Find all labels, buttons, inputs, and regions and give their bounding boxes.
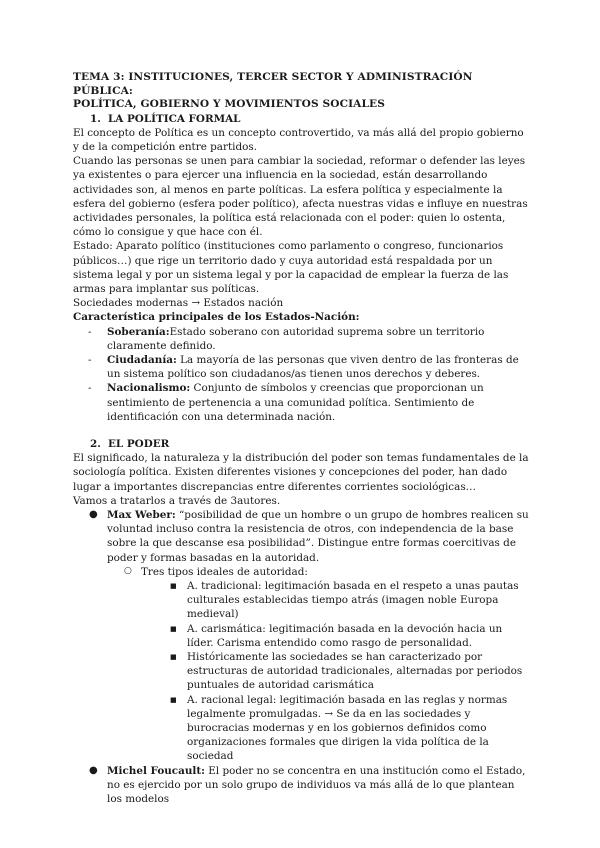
section-spacer bbox=[73, 424, 531, 437]
section-1-paragraph-2: Cuando las personas se unen para cambiar la sociedad, reformar o defender las leyes ya existentes o para ejercer una influencia en la sociedad, están desarrollando actividades son, al menos en parte políticas. La esfera política y especialmente la esfera del gobierno (esfera poder político), afecta nuestras vidas e influye en nuestras actividades personales, la política está relacionada con el poder: quien lo ostenta, cómo lo consigue y que hace con él. bbox=[73, 155, 528, 239]
square-bullet-icon: ■ bbox=[170, 695, 177, 704]
section-1-paragraph-1: El concepto de Política es un concepto controvertido, va más allá del propio gobierno y de la competición entre partidos. bbox=[73, 126, 524, 153]
list-item-term: Nacionalismo: bbox=[107, 382, 191, 395]
section-1-number: 1. bbox=[90, 112, 101, 125]
list-item bbox=[73, 381, 531, 424]
section-1-paragraph-3: Estado: Aparato político (instituciones como parlamento o congreso, funcionarios públicos…) que rige un territorio dado y cuya autoridad está respaldada por un sistema legal y por un sistema legal y por la capacidad de emplear la fuerza de las armas para implantar sus políticas. bbox=[73, 240, 509, 295]
document-page bbox=[73, 71, 531, 806]
estados-nacion-subheading: Característica principales de los Estados-Nación: bbox=[73, 311, 360, 324]
section-2-heading bbox=[73, 437, 531, 451]
authority-type-text: A. racional legal: legitimación basada en las reglas y normas legalmente promulgadas. → Se da en las sociedades y burocracias modernas y en los gobiernos definidos como organizaciones formales que dirigen la vida política de la sociedad bbox=[187, 693, 508, 763]
estados-nacion-list bbox=[73, 325, 531, 424]
list-item bbox=[73, 353, 531, 381]
author-text: “posibilidad de que un hombre o un grupo de hombres realicen su voluntad incluso contra la resistencia de otros, con independencia de la base sobre la que descanse esa posibilidad”. Distingue entre formas coercitivas de poder y formas basadas en la autoridad. bbox=[107, 508, 529, 564]
square-bullet-icon: ■ bbox=[170, 624, 177, 633]
list-item bbox=[141, 622, 531, 650]
authority-types-intro: Tres tipos ideales de autoridad: bbox=[141, 565, 308, 578]
author-name: Max Weber: bbox=[107, 508, 176, 521]
authority-types-list bbox=[141, 579, 531, 764]
author-weber bbox=[73, 508, 531, 764]
square-bullet-icon: ■ bbox=[170, 582, 177, 590]
dash-marker: - bbox=[88, 382, 92, 395]
list-item-term: Soberanía: bbox=[107, 325, 170, 338]
title-line-2: POLÍTICA, GOBIERNO Y MOVIMIENTOS SOCIALES bbox=[73, 98, 385, 110]
authority-types bbox=[107, 565, 531, 764]
dash-marker: - bbox=[88, 325, 92, 338]
weber-sublist bbox=[107, 565, 531, 764]
section-1-paragraph-4: Sociedades modernas → Estados nación bbox=[73, 297, 284, 310]
list-item bbox=[73, 325, 531, 353]
document-title bbox=[73, 71, 531, 112]
list-item bbox=[141, 693, 531, 764]
authority-type-text: A. tradicional: legitimación basada en el respeto a unas pautas culturales establecidas tiempo atrás (imagen noble Europa medieval) bbox=[187, 580, 519, 621]
square-bullet-icon: ■ bbox=[170, 653, 177, 662]
list-item bbox=[141, 650, 531, 693]
author-foucault bbox=[73, 764, 531, 807]
list-item-term: Ciudadanía: bbox=[107, 353, 177, 366]
section-2-title: EL PODER bbox=[108, 437, 170, 450]
list-item-text: La mayoría de las personas que viven dentro de las fronteras de un sistema político son ciudadanos/as tienen unos derechos y deberes. bbox=[107, 353, 519, 381]
authority-type-text: A. carismática: legitimación basada en la devoción hacia un líder. Carisma entendido como rasgo de personalidad. bbox=[187, 622, 503, 649]
circle-bullet-icon: ○ bbox=[124, 565, 132, 576]
section-2-number: 2. bbox=[90, 437, 101, 450]
bullet-icon: ● bbox=[89, 508, 98, 520]
author-name: Michel Foucault: bbox=[107, 764, 205, 777]
section-1-heading bbox=[73, 112, 531, 126]
section-2-paragraph-2: Vamos a tratarlos a través de 3autores. bbox=[73, 494, 281, 507]
section-1-title: LA POLÍTICA FORMAL bbox=[108, 112, 241, 125]
list-item-text: Estado soberano con autoridad suprema sobre un territorio claramente definido. bbox=[107, 325, 485, 352]
authors-list bbox=[73, 508, 531, 806]
title-line-1: TEMA 3: INSTITUCIONES, TERCER SECTOR Y ADMINISTRACIÓN PÚBLICA: bbox=[73, 71, 473, 97]
list-item bbox=[141, 579, 531, 622]
bullet-icon: ● bbox=[89, 764, 98, 776]
section-2-paragraph-1: El significado, la naturaleza y la distribución del poder son temas fundamentales de la sociología política. Existen diferentes visiones y concepciones del poder, han dado lugar a importantes discrepancias entre diferentes corrientes sociológicas… bbox=[73, 452, 529, 493]
authority-type-text: Históricamente las sociedades se han caracterizado por estructuras de autoridad tradicionales, alternadas por periodos puntuales de autoridad carismática bbox=[187, 651, 523, 692]
author-text: El poder no se concentra en una institución como el Estado, no es ejercido por un solo grupo de individuos va más allá de lo que plantean los modelos bbox=[107, 764, 526, 806]
list-item-text: Conjunto de símbolos y creencias que proporcionan un sentimiento de pertenencia a una comunidad política. Sentimiento de identificación con una determinada nación. bbox=[107, 382, 484, 423]
dash-marker: - bbox=[88, 353, 92, 366]
